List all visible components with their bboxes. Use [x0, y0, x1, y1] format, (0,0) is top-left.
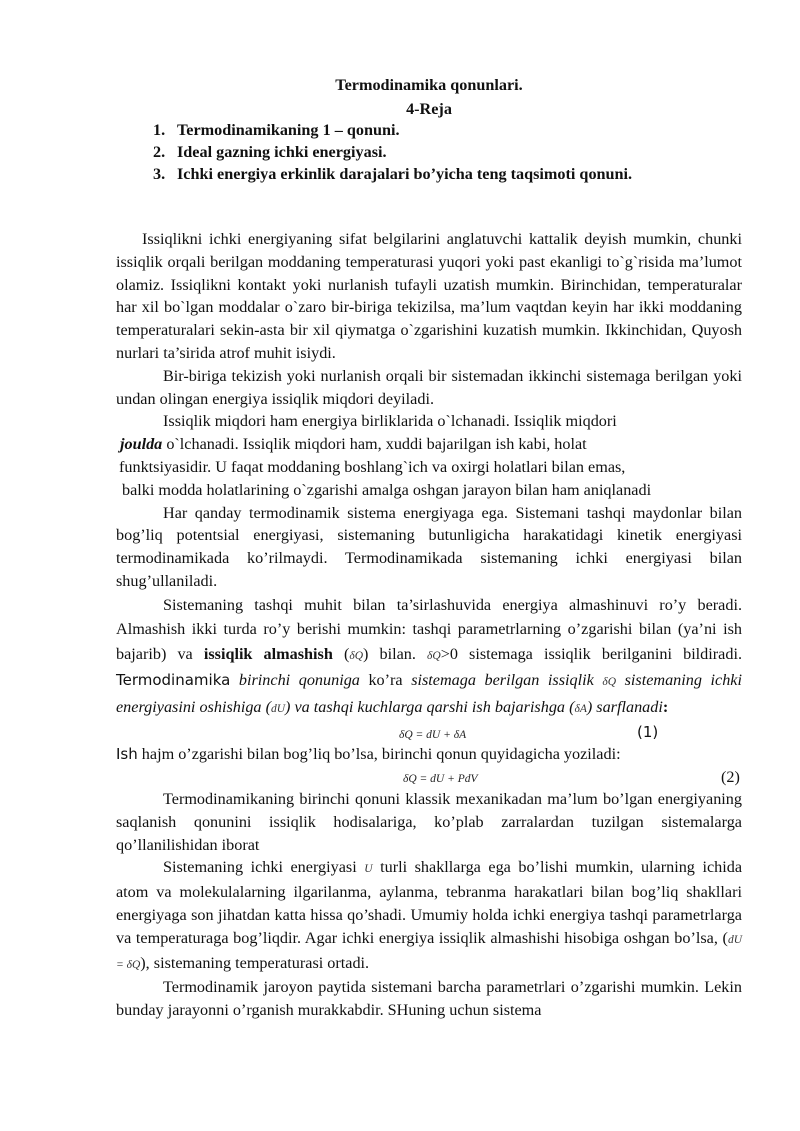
text-run: ) bilan.	[363, 644, 428, 663]
plan-list	[153, 119, 633, 185]
symbol-delta-q: δQ	[349, 649, 363, 662]
italic-run: ) sarflanadi	[586, 697, 663, 716]
italic-run: birinchi qonuniga	[238, 671, 360, 690]
plan-item-text: Termodinamikaning 1 – qonuni.	[177, 121, 400, 139]
sans-term-thermodynamics: Termodinamika	[116, 671, 231, 690]
paragraph-internal-energy-forms	[116, 856, 742, 976]
paragraph-units-line: Issiqlik miqdori ham energiya birliklarida o`lchanadi. Issiqlik miqdori	[163, 412, 617, 431]
paragraph-energy-conservation: Termodinamikaning birinchi qonuni klassik mexanikadan ma’lum bo’lgan energiyaning saqlanish qonunini issiqlik hodisalariga, ko’plab zarralardan tuzilgan sistemalarga qo’llanilishidan iborat	[116, 790, 742, 854]
text-run: turli shakllarga ega bo’lishi mumkin, ularning ichida atom va molekulalarning ilgarilanma, aylanma, tebranma harakatlari bilan bog’liq shakllari energiyaga son jihatdan katta hissa qo’shadi. Umumiy holda ichki energiya tashqi parametrlarga va temperaturaga bog’liqdir. Agar ichki energiya issiqlik almashishi hisobiga oshgan bo’lsa, (	[116, 858, 742, 947]
plan-item	[153, 163, 633, 185]
paragraph-units-line: balki modda holatlarining o`zgarishi amalga oshgan jarayon bilan ham aniqlanadi	[122, 480, 652, 499]
symbol-du: dU	[270, 702, 286, 715]
italic-run: sistemaning ichki energiyasini oshishiga (	[116, 671, 742, 716]
italic-run: ) va tashqi kuchlarga qarshi ish bajarishga (	[285, 697, 575, 716]
equation-row-1	[116, 721, 742, 743]
text-run: Sistemaning ichki energiyasi	[163, 858, 365, 877]
plan-item-number: 3.	[153, 165, 166, 183]
paragraph-heat-definition: Issiqlikni ichki energiyaning sifat belgilarini anglatuvchi kattalik deyish mumkin, chunki issiqlik orqali berilgan moddaning temperaturasi yuqori yoki past ekanligi to`g`risida ma’lumot olamiz. Issiqlikni kontakt yoki nurlanish tufayli uzatish mumkin. Birinchidan, temperaturalar har xil bo`lgan moddalar o`zaro bir-biriga tekizilsa, ma’lum vaqtdan keyin har ikki moddaning temperaturalari sekin-asta bir xil qiymatga o`zgarishini kuzatish mumkin. Ikkinchidan, Quyosh nurlari ta’sirida atrof muhit isiydi.	[116, 230, 742, 362]
plan-item	[153, 141, 632, 163]
bold-term-heat-exchange: issiqlik almashish	[203, 644, 333, 663]
paragraph-units-line	[116, 433, 742, 456]
plan-item-text: Ideal gazning ichki energiyasi.	[177, 143, 387, 161]
bold-term-joule: joulda	[120, 435, 163, 454]
text-run: o`lchanadi. Issiqlik miqdori ham, xuddi bajarilgan ish kabi, holat	[162, 435, 587, 454]
equation-row-2	[116, 766, 742, 788]
text-run: ), sistemaning temperaturasi ortadi.	[140, 953, 370, 972]
equation-number: (1)	[637, 723, 659, 742]
text-run	[230, 671, 239, 689]
text-run: >0 sistemaga issiqlik berilganini bildiradi.	[440, 644, 742, 663]
sans-term-work: Ish	[116, 745, 138, 764]
paragraph-first-law	[116, 593, 742, 722]
text-run: hajm o’zgarishi bilan bog’liq bo’lsa, birinchi qonun quyidagicha yoziladi:	[137, 745, 621, 764]
symbol-delta-a: δA	[574, 702, 587, 715]
equation-number: (2)	[721, 768, 740, 787]
paragraph-heat-quantity: Bir-biriga tekizish yoki nurlanish orqali bir sistemadan ikkinchi sistemaga berilgan yoki undan olingan energiya issiqlik miqdori deyiladi.	[116, 366, 742, 408]
equation-first-law: δQ = dU + δA	[399, 729, 467, 742]
symbol-u: U	[364, 863, 373, 876]
text-run: Sistemaning tashqi muhit bilan ta’sirlashuvida energiya almashinuvi ro’y beradi. Almashish ikki turda ro’y berishi mumkin: tashqi parametrlarning o’zgarishi bilan (ya’ni ish bajarib) va	[116, 595, 742, 663]
paragraph-process: Termodinamik jaroyon paytida sistemani barcha parametrlari o’zgarishi mumkin. Lekin bunday jarayonni o’rganish murakkabdir. SHuning uchun sistema	[116, 978, 742, 1020]
text-run: (	[332, 644, 350, 663]
symbol-du-equals-dq: dU = δQ	[116, 933, 742, 971]
equation-first-law-pdv: δQ = dU + PdV	[403, 773, 478, 786]
italic-run: sistemaga berilgan issiqlik	[411, 671, 594, 690]
plan-item-text: Ichki energiya erkinlik darajalari bo’yicha teng taqsimoti qonuni.	[177, 165, 633, 183]
paragraph-units-line: funktsiyasidir. U faqat moddaning boshlang`ich va oxirgi holatlari bilan emas,	[119, 457, 626, 476]
plan-item-number: 2.	[153, 143, 166, 161]
plan-item	[153, 119, 632, 141]
text-run: :	[662, 697, 669, 716]
plan-item-number: 1.	[153, 121, 166, 139]
document-body	[116, 228, 742, 1022]
paragraph-internal-energy: Har qanday termodinamik sistema energiyaga ega. Sistemani tashqi maydonlar bilan bog’liq potentsial energiyasi, sistemaning butunligicha harakatidagi kinetik energiyasi termodinamikada ko’rilmaydi. Termodinamikada sistemaning ichki energiyasi bilan shug’ullaniladi.	[116, 503, 742, 590]
page-title: Termodinamika qonunlari.	[335, 76, 523, 94]
symbol-delta-q: δQ	[427, 649, 441, 662]
symbol-delta-q: δQ	[602, 676, 617, 689]
plan-heading: 4-Reja	[406, 100, 452, 118]
text-run: ko’ra	[359, 671, 412, 690]
